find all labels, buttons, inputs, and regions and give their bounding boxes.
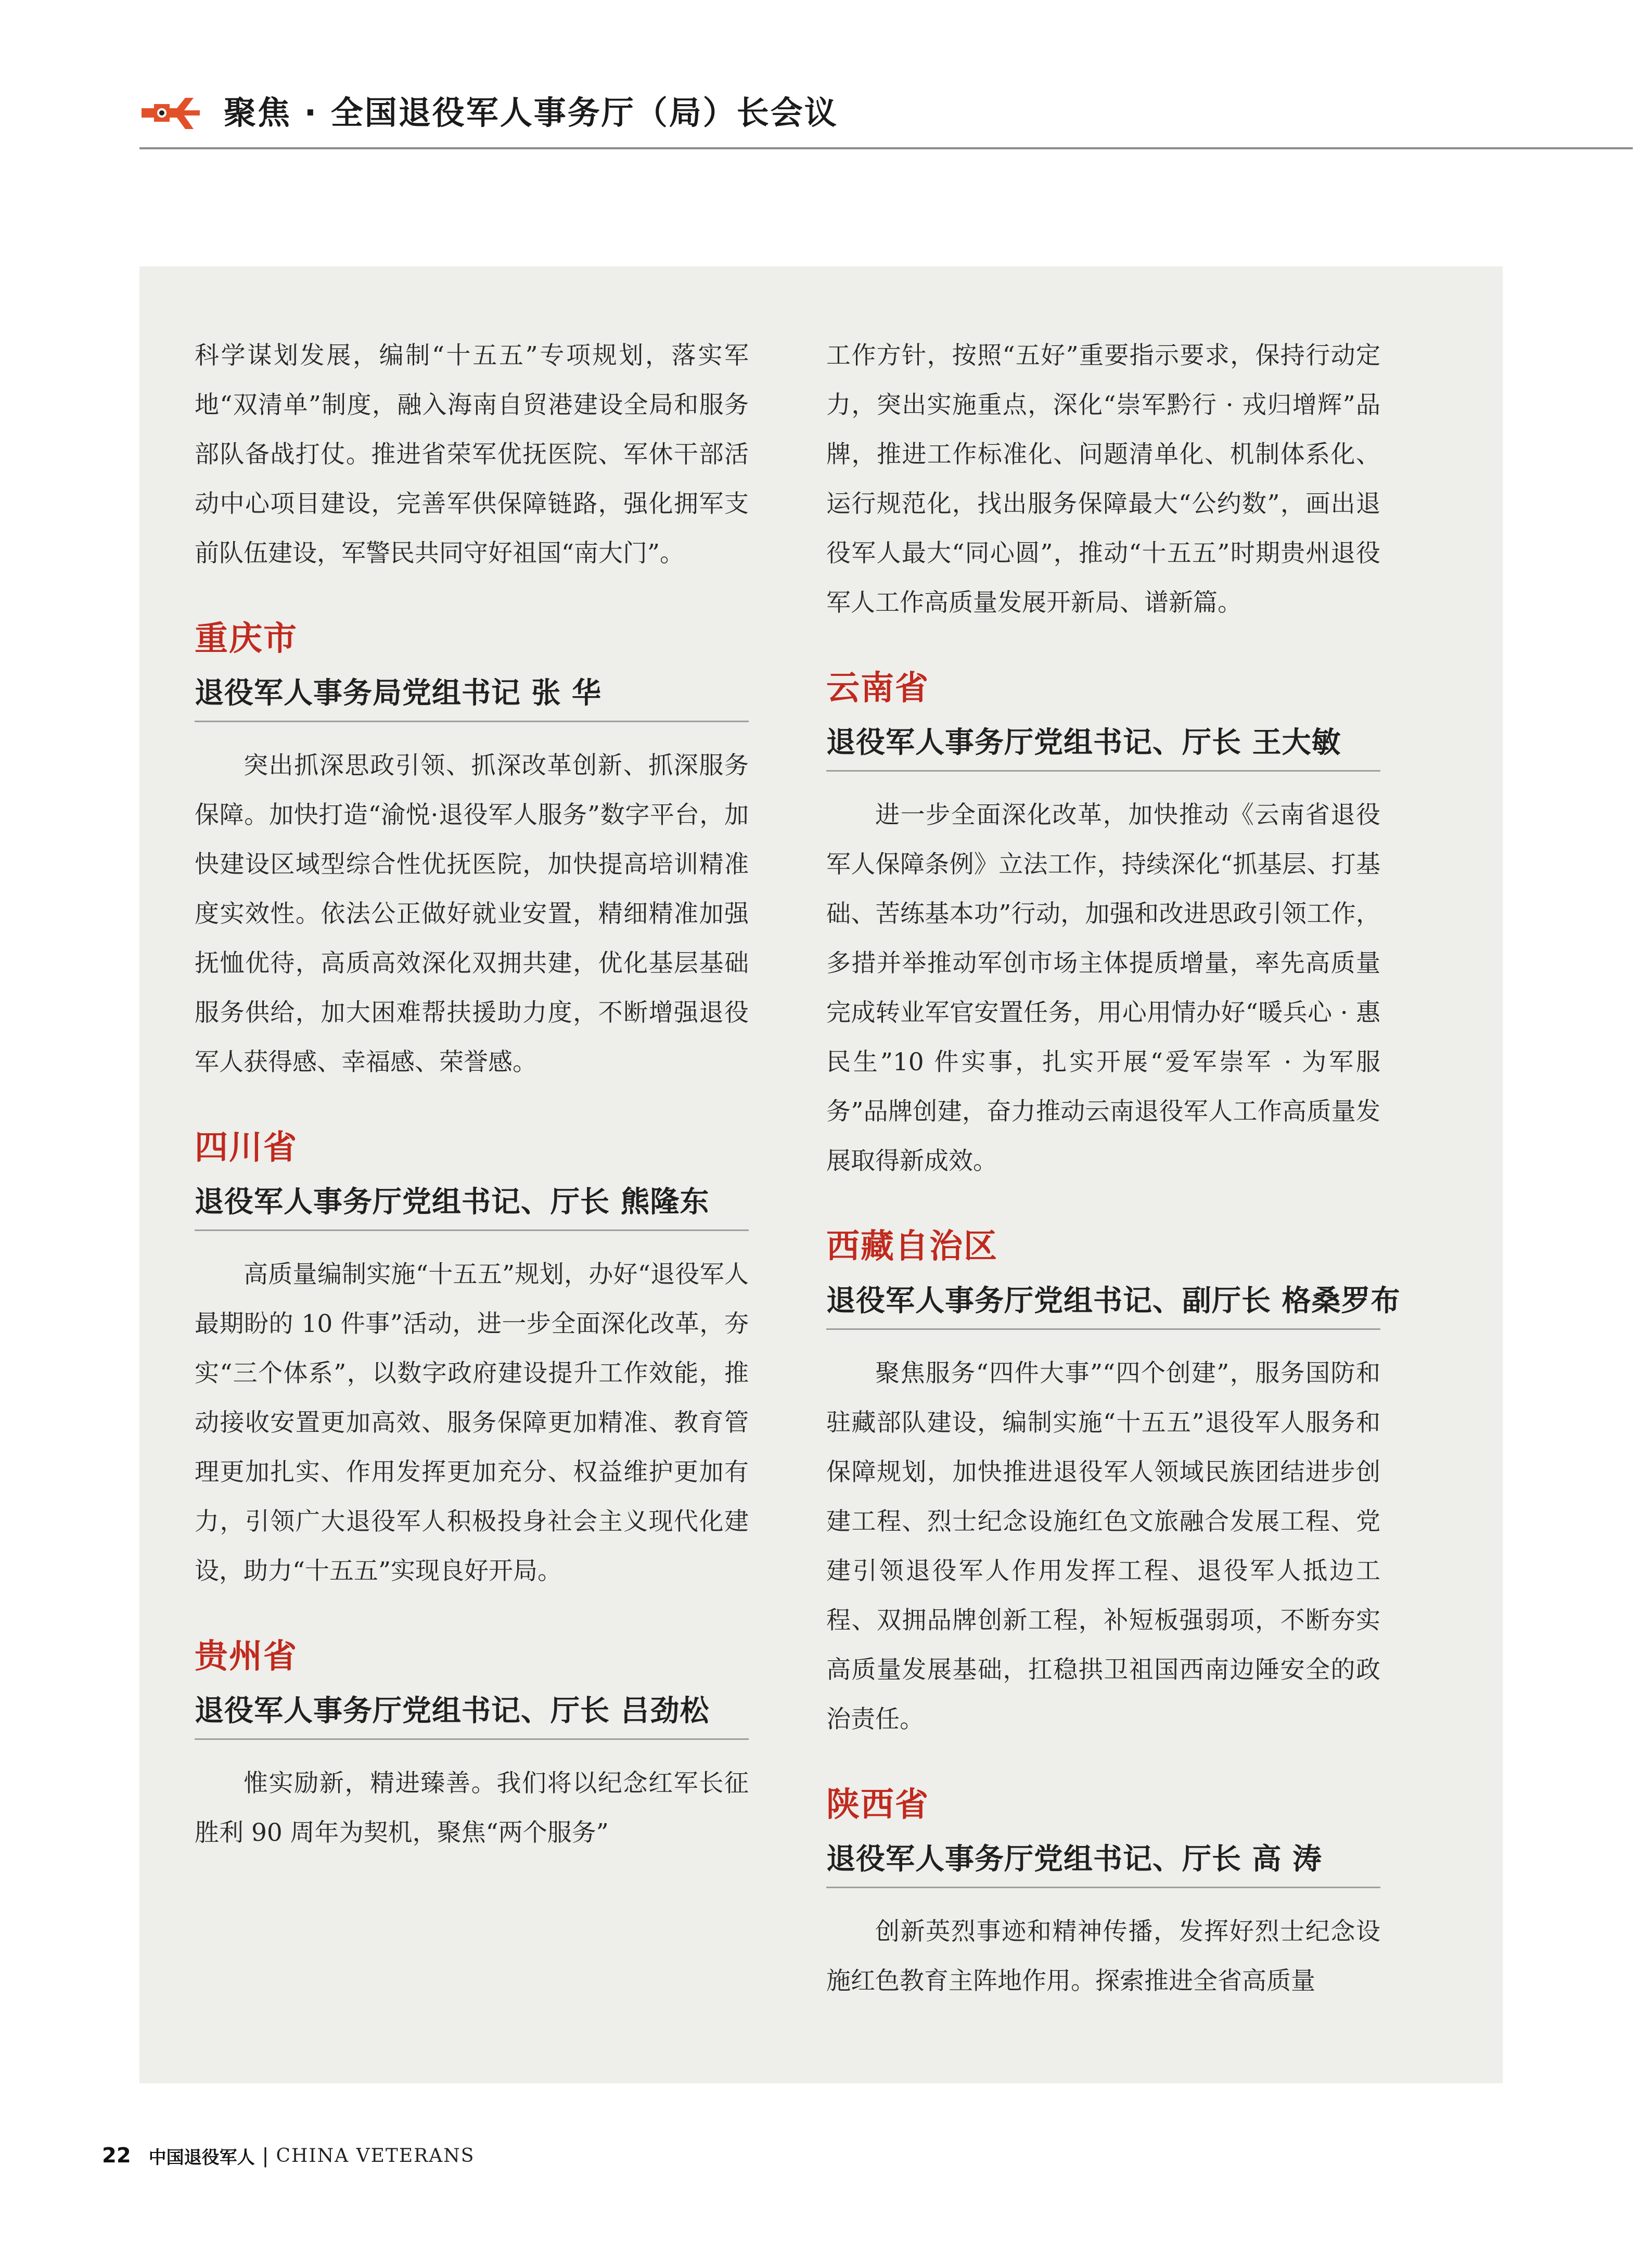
region-heading: 四川省 (195, 1129, 298, 1167)
section-body: 突出抓深思政引领、抓深改革创新、抓深服务保障。加快打造“渝悦·退役军人服务”数字平台，加快建设区域型综合性优抚医院，加快提高培训精准度实效性。依法公正做好就业安置，精细精准加强抚恤优待，高质高效深化双拥共建，优化基层基础服务供给，加大困难帮扶援助力度，不断增强退役军人获得感、幸福感、荣誉感。 (195, 751, 749, 1077)
section-chongqing (195, 616, 749, 1087)
region-heading: 西藏自治区 (826, 1227, 998, 1266)
region-heading: 陕西省 (826, 1786, 929, 1824)
intro-paragraph: 科学谋划发展，编制“十五五”专项规划，落实军地“双清单”制度，融入海南自贸港建设全局和服务部队备战打仗。推进省荣军优抚医院、军休干部活动中心项目建设，完善军供保障链路，强化拥军支前队伍建设，军警民共同守好祖国“南大门”。 (195, 341, 749, 568)
page-title: 聚焦 · 全国退役军人事务厅（局）长会议 (224, 94, 838, 132)
region-heading: 重庆市 (195, 620, 298, 658)
left-column (195, 331, 749, 1857)
official-title: 退役军人事务厅党组书记、副厅长 格桑罗布 (826, 1280, 1380, 1330)
header-divider (139, 147, 1633, 149)
section-guizhou (195, 1633, 749, 1857)
official-title: 退役军人事务厅党组书记、厅长 吕劲松 (195, 1690, 749, 1740)
section-body: 惟实励新，精进臻善。我们将以纪念红军长征胜利 90 周年为契机，聚焦“两个服务” (195, 1769, 749, 1847)
section-body: 创新英烈事迹和精神传播，发挥好烈士纪念设施红色教育主阵地作用。探索推进全省高质量 (826, 1917, 1380, 1995)
magazine-logo-icon (139, 93, 202, 133)
section-body: 聚焦服务“四件大事”“四个创建”，服务国防和驻藏部队建设，编制实施“十五五”退役军人服务和保障规划，加快推进退役军人领域民族团结进步创建工程、烈士纪念设施红色文旅融合发展工程、党建引领退役军人作用发挥工程、退役军人抵边工程、双拥品牌创新工程，补短板强弱项，不断夯实高质量发展基础，扛稳拱卫祖国西南边陲安全的政治责任。 (826, 1359, 1380, 1734)
page-header (0, 0, 1652, 156)
magazine-name-en: CHINA VETERANS (276, 2145, 475, 2167)
section-body: 高质量编制实施“十五五”规划，办好“退役军人最期盼的 10 件事”活动，进一步全面深化改革，夯实“三个体系”，以数字政府建设提升工作效能，推动接收安置更加高效、服务保障更加精准、教育管理更加扎实、作用发挥更加充分、权益维护更加有力，引领广大退役军人积极投身社会主义现代化建设，助力“十五五”实现良好开局。 (195, 1260, 749, 1585)
page-number: 22 (102, 2144, 131, 2168)
section-body: 进一步全面深化改革，加快推动《云南省退役军人保障条例》立法工作，持续深化“抓基层、打基础、苦练基本功”行动，加强和改进思政引领工作，多措并举推动军创市场主体提质增量，率先高质量完成转业军官安置任务，用心用情办好“暖兵心 · 惠民生”10 件实事，扎实开展“爱军崇军 · 为军服务”品牌创建，奋力推动云南退役军人工作高质量发展取得新成效。 (826, 801, 1380, 1175)
official-title: 退役军人事务厅党组书记、厅长 王大敏 (826, 722, 1380, 772)
intro-paragraph: 工作方针，按照“五好”重要指示要求，保持行动定力，突出实施重点，深化“崇军黔行 · 戎归增辉”品牌，推进工作标准化、问题清单化、机制体系化、运行规范化，找出服务保障最大“公约数”，画出退役军人最大“同心圆”，推动“十五五”时期贵州退役军人工作高质量发展开新局、谱新篇。 (826, 341, 1380, 617)
section-sichuan (195, 1124, 749, 1596)
right-column (826, 331, 1401, 2006)
section-shaanxi (826, 1782, 1380, 2006)
section-yunnan (826, 665, 1380, 1186)
official-title: 退役军人事务厅党组书记、厅长 熊隆东 (195, 1182, 749, 1231)
section-tibet (826, 1223, 1401, 1744)
magazine-name-cn: 中国退役军人 (148, 2147, 255, 2168)
footer-separator: | (262, 2144, 269, 2167)
official-title: 退役军人事务局党组书记 张 华 (195, 673, 749, 722)
region-heading: 贵州省 (195, 1637, 298, 1676)
official-title: 退役军人事务厅党组书记、厅长 高 涛 (826, 1839, 1380, 1888)
page-footer (102, 2137, 475, 2174)
region-heading: 云南省 (826, 669, 929, 708)
